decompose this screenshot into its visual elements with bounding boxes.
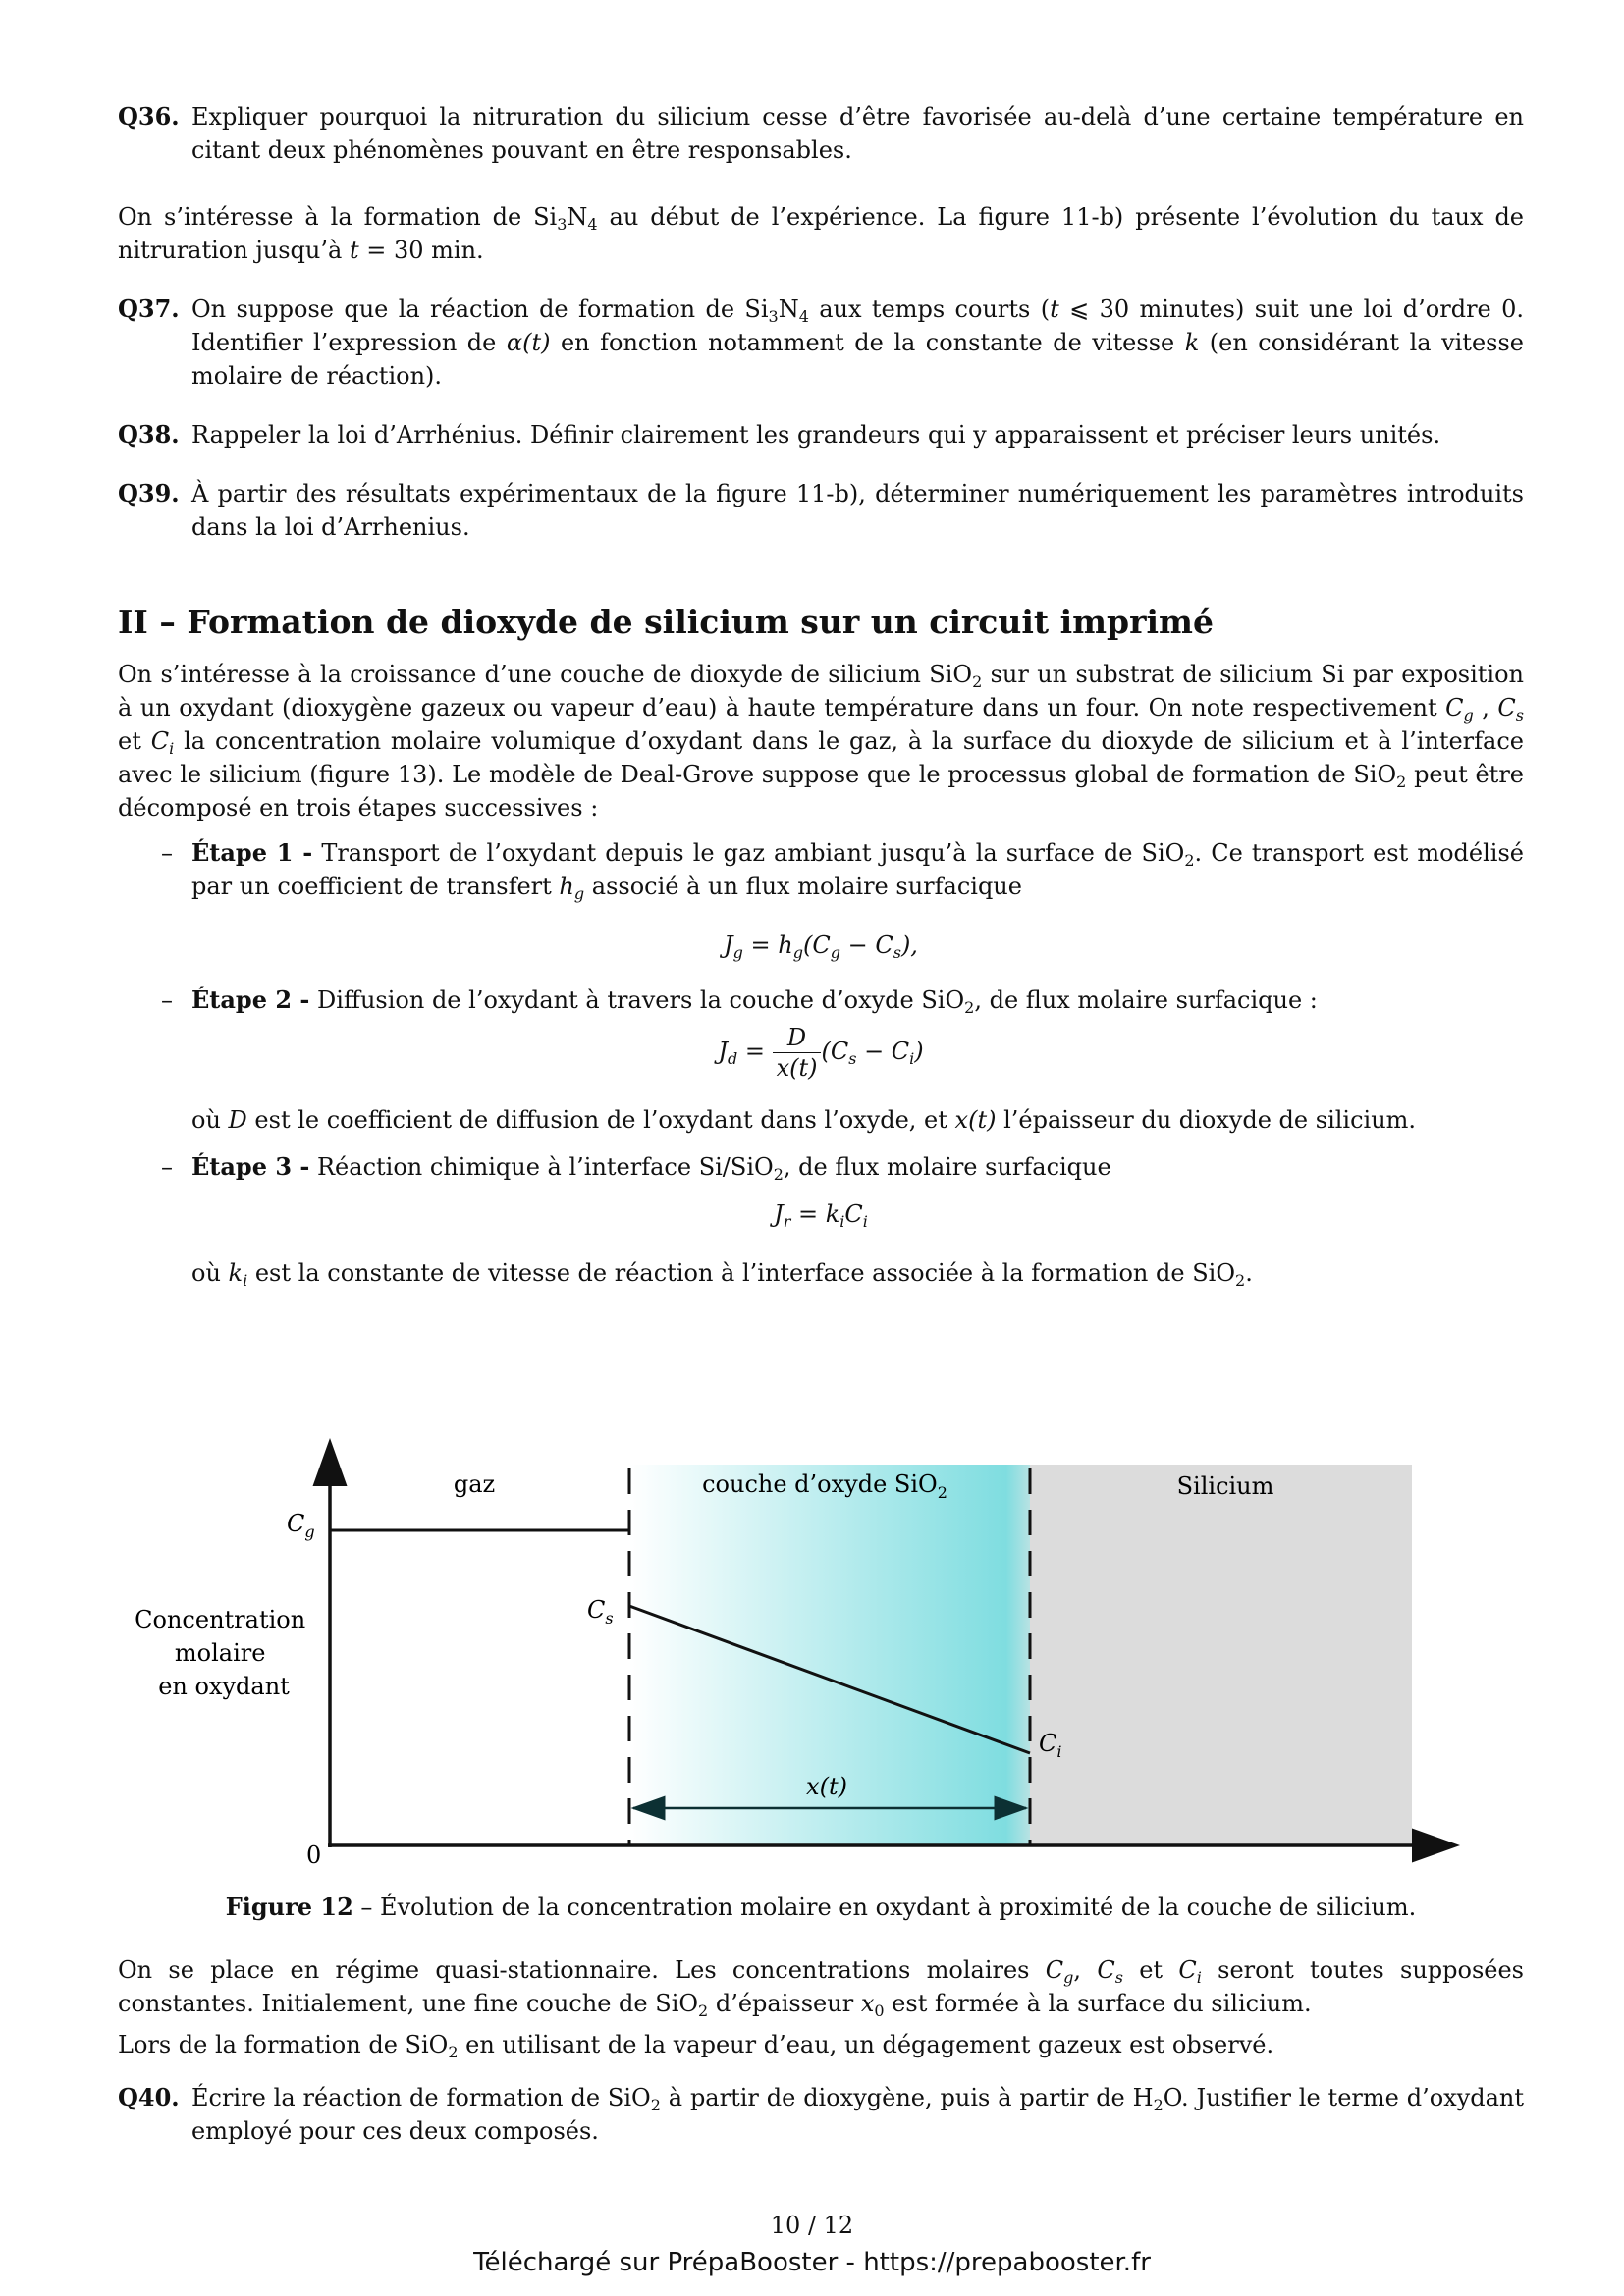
question-text: À partir des résultats expérimentaux de la figure 11-b), déterminer numériquement les paramètres introduits dans la loi d’Arrhenius.	[191, 480, 1524, 541]
step-2: – Étape 2 - Diffusion de l’oxydant à travers la couche d’oxyde SiO$_2$, de flux molaire surfacique :	[161, 986, 1318, 1017]
section-title: II – Formation de dioxyde de silicium sur un circuit imprimé	[118, 603, 1214, 641]
label-oxide-layer: couche d’oxyde SiO$_2$	[702, 1470, 947, 1502]
label-cs: $C_s$	[587, 1596, 614, 1628]
page-content	[118, 98, 1524, 1290]
question-number: Q39.	[118, 479, 180, 507]
step-3: – Étape 3 - Réaction chimique à l’interface Si/SiO$_2$, de flux molaire surfacique	[161, 1152, 1111, 1184]
figure-caption: Figure 12 – Évolution de la concentration molaire en oxydant à proximité de la couche de silicium.	[225, 1893, 1417, 1921]
step-3-note: où $k_i$ est la constante de vitesse de réaction à l’interface associée à la formation de SiO$_2$.	[191, 1259, 1253, 1290]
label-origin: 0	[306, 1842, 322, 1865]
question-text: Rappeler la loi d’Arrhénius. Définir clairement les grandeurs qui y apparaissent et préciser leurs unités.	[191, 421, 1441, 449]
y-axis-label: Concentration molaire en oxydant	[135, 1606, 306, 1700]
paragraph-si3n4-intro: On s’intéresse à la formation de $Si_3N_4$ au début de l’expérience. La figure 11-b) présente l’évolution du taux de nitruration jusqu’à t = 30 min.	[118, 203, 1525, 264]
equation-jr: $J_r = k_iC_i$	[774, 1201, 868, 1231]
question-40: Q40. Écrire la réaction de formation de SiO$_2$ à partir de dioxygène, puis à partir de $H_2O$. Justifier le terme d’oxydant employé pour ces deux composés.	[118, 2083, 1525, 2145]
paragraph-deal-grove-intro: On s’intéresse à la croissance d’une couche de dioxyde de silicium SiO$_2$ sur un substrat de silicium Si par exposition à un oxydant (dioxygène gazeux ou vapeur d’eau) à haute température dans un four. On note respectivement $C_g$ , $C_s$ et $C_i$ la concentration molaire volumique d’oxydant dans le gaz, à la surface du dioxyde de silicium et à l’interface avec le silicium (figure 13). Le modèle de Deal-Grove suppose que le processus global de formation de SiO$_2$ peut être décomposé en trois étapes successives :	[118, 661, 1524, 822]
step-1: – Étape 1 - Transport de l’oxydant depuis le gaz ambiant jusqu’à la surface de SiO$_2$. Ce transport est modélisé par un coefficient de transfert $h_g$ associé à un flux molaire surfacique	[161, 838, 1524, 903]
question-text: Expliquer pourquoi la nitruration du silicium cesse d’être favorisée au-delà d’une certaine température en citant deux phénomènes pouvant en être responsables.	[191, 103, 1524, 164]
question-number: Q40.	[118, 2083, 180, 2111]
page-number: 10 / 12	[770, 2212, 854, 2239]
question-39	[118, 477, 1524, 544]
step-label: Étape 2 -	[191, 986, 310, 1014]
label-gaz: gaz	[453, 1470, 496, 1498]
question-number: Q36.	[118, 102, 180, 131]
label-silicium: Silicium	[1176, 1472, 1274, 1500]
fraction: $\frac{D}{x(t)}$	[773, 1023, 822, 1083]
label-ci: $C_i$	[1039, 1730, 1062, 1761]
step-label: Étape 1 -	[191, 838, 313, 867]
page-content-lower	[118, 1891, 1524, 2148]
question-36	[118, 100, 1524, 167]
label-thickness: x(t)	[806, 1773, 847, 1800]
download-link[interactable]: Téléchargé sur PrépaBooster - https://prepabooster.fr	[473, 2248, 1151, 2277]
label-cg: $C_g$	[287, 1510, 315, 1541]
equation-jg: $J_g = h_g(C_g - C_s)$,	[724, 932, 918, 962]
paragraph-quasi-stationary: On se place en régime quasi-stationnaire. Les concentrations molaires $C_g$, $C_s$ et $C_i$ seront toutes supposées constantes. Initialement, une fine couche de SiO$_2$ d’épaisseur $x_0$ est formée à la surface du silicium.	[118, 1956, 1524, 2020]
silicon-region	[1030, 1465, 1412, 1845]
step-label: Étape 3 -	[191, 1152, 310, 1181]
question-38	[118, 418, 1524, 452]
step-2-note: où D est le coefficient de diffusion de l’oxydant dans l’oxyde, et x(t) l’épaisseur du dioxyde de silicium.	[191, 1106, 1417, 1134]
question-number: Q38.	[118, 420, 180, 449]
figure-12-diagram	[118, 1433, 1524, 1865]
equation-jd: $J_d$ = $\frac{D}{x(t)}$ $(C_s - C_i)$	[718, 1024, 924, 1082]
paragraph-water-vapor: Lors de la formation de SiO$_2$ en utilisant de la vapeur d’eau, un dégagement gazeux est observé.	[118, 2031, 1274, 2061]
question-37: Q37. On suppose que la réaction de formation de $Si_3N_4$ aux temps courts (t ⩽ 30 minutes) suit une loi d’ordre 0. Identifier l’expression de α(t) en fonction notamment de la constante de vitesse k (en considérant la vitesse molaire de réaction).	[118, 294, 1525, 390]
question-number: Q37.	[118, 294, 180, 323]
